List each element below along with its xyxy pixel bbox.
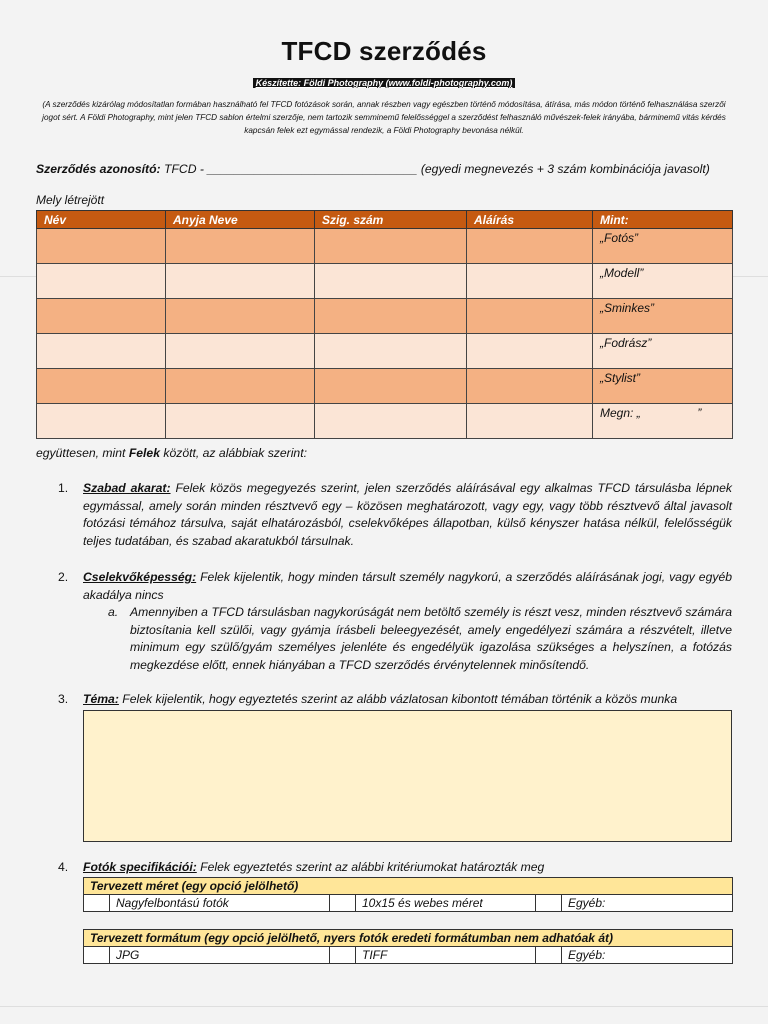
clause-number: 3.: [58, 692, 69, 706]
clause-number: 2.: [58, 570, 69, 584]
col-header-id-number: Szig. szám: [315, 211, 467, 229]
format-option-label: JPG: [110, 947, 330, 964]
theme-input-box[interactable]: [83, 710, 732, 842]
id-number-cell[interactable]: [315, 404, 467, 439]
format-table-header: Tervezett formátum (egy opció jelölhető, nyers fotók eredeti formátumban nem adhatóak át): [84, 930, 733, 947]
role-cell-other[interactable]: Megn: „ ”: [593, 404, 733, 439]
col-header-signature: Aláírás: [467, 211, 593, 229]
mother-name-cell[interactable]: [166, 264, 315, 299]
clause-label: Cselekvőképesség:: [83, 570, 197, 584]
mother-name-cell[interactable]: [166, 369, 315, 404]
size-table-header: Tervezett méret (egy opció jelölhető): [84, 878, 733, 895]
id-number-cell[interactable]: [315, 299, 467, 334]
parties-header-row: [37, 211, 733, 229]
clause-label: Szabad akarat:: [83, 481, 171, 495]
col-header-mother-name: Anyja Neve: [166, 211, 315, 229]
clause-theme: [58, 691, 732, 709]
clause-number: 1.: [58, 481, 69, 495]
author-line: [0, 73, 768, 91]
role-cell: „Sminkes”: [593, 299, 733, 334]
party-row: [37, 404, 733, 439]
mother-name-cell[interactable]: [166, 299, 315, 334]
clause-free-will: [58, 480, 732, 550]
format-option-checkbox[interactable]: [536, 947, 562, 964]
size-options-table: [83, 877, 733, 912]
together-text-end: között, az alábbiak szerint:: [159, 446, 307, 460]
mother-name-cell[interactable]: [166, 404, 315, 439]
name-cell[interactable]: [37, 299, 166, 334]
party-row: [37, 369, 733, 404]
together-line: [36, 446, 307, 460]
clause-text: Felek egyeztetés szerint az alábbi kritériumokat határozták meg: [200, 860, 545, 874]
subclause-text: Amennyiben a TFCD társulásban nagykorúságát nem betöltő személy is részt vesz, minden résztvevő számára biztosítania kell szülői, vagy gyámja írásbeli beleegyezését, amely engedélyezi számára a részvételt, illetve minimum egy szülő/gyám személyes jelenléte és engedélyük igazolása szükséges a helyszínen, a fotózás megkezdése előtt, ennek hiányában a TFCD szerződés érvénytelennek minősítendő.: [130, 605, 732, 672]
size-option-other[interactable]: Egyéb:: [562, 895, 733, 912]
format-options-table: [83, 929, 733, 964]
format-option-other[interactable]: Egyéb:: [562, 947, 733, 964]
clause-text: Felek kijelentik, hogy minden társult személy nagykorú, a szerződés aláírásának jogi, vagy egyéb akadálya nincs: [83, 570, 732, 602]
format-option-checkbox[interactable]: [84, 947, 110, 964]
subclause-minors: [108, 604, 732, 674]
signature-cell[interactable]: [467, 299, 593, 334]
signature-cell[interactable]: [467, 334, 593, 369]
id-number-cell[interactable]: [315, 229, 467, 264]
size-option-checkbox[interactable]: [536, 895, 562, 912]
name-cell[interactable]: [37, 334, 166, 369]
col-header-name: Név: [37, 211, 166, 229]
signature-cell[interactable]: [467, 229, 593, 264]
together-bold: Felek: [128, 446, 160, 460]
author-text: Készítette: Földi Photography (www.foldi-photography.com): [253, 78, 516, 88]
parties-table: [36, 210, 733, 439]
subclause-letter: a.: [108, 605, 119, 619]
size-option-label: Nagyfelbontású fotók: [110, 895, 330, 912]
name-cell[interactable]: [37, 229, 166, 264]
document-title: TFCD szerződés: [281, 36, 487, 66]
signature-cell[interactable]: [467, 264, 593, 299]
disclaimer: (A szerződés kizárólag módosítatlan formában használható fel TFCD fotózások során, annak részben vagy egészben történő módosítása, átírása, más módon történő felhasználása szerzői jogot sért. A Földi Photography, mint jelen TFCD sablon értelmi szerzője, nem tartozik semminemű felelősséggel a szerződést felhasználó művészek-felek irányába, bárminemű vitás kérdés kapcsán felek ezt egymással rendezik, a Földi Photography bevonása nélkül.: [42, 100, 726, 136]
mother-name-cell[interactable]: [166, 229, 315, 264]
contract-id-label: Szerződés azonosító:: [36, 162, 161, 176]
party-row: [37, 229, 733, 264]
name-cell[interactable]: [37, 404, 166, 439]
name-cell[interactable]: [37, 369, 166, 404]
id-number-cell[interactable]: [315, 264, 467, 299]
role-cell: „Fotós”: [593, 229, 733, 264]
page-rule: [0, 1006, 768, 1007]
size-option-checkbox[interactable]: [84, 895, 110, 912]
clause-label: Téma:: [83, 692, 119, 706]
together-text: együttesen, mint: [36, 446, 129, 460]
signature-cell[interactable]: [467, 404, 593, 439]
contract-id-line: [36, 162, 710, 176]
role-cell: „Stylist”: [593, 369, 733, 404]
clause-capacity: [58, 569, 732, 674]
id-number-cell[interactable]: [315, 334, 467, 369]
mother-name-cell[interactable]: [166, 334, 315, 369]
contract-id-note: (egyedi megnevezés + 3 szám kombinációja javasolt): [420, 162, 710, 176]
name-cell[interactable]: [37, 264, 166, 299]
format-option-checkbox[interactable]: [330, 947, 356, 964]
clause-photo-specs: [58, 859, 732, 877]
party-row: [37, 264, 733, 299]
formed-label: Mely létrejött: [36, 193, 105, 207]
party-row: [37, 299, 733, 334]
signature-cell[interactable]: [467, 369, 593, 404]
size-option-label: 10x15 és webes méret: [356, 895, 536, 912]
format-option-label: TIFF: [356, 947, 536, 964]
id-number-cell[interactable]: [315, 369, 467, 404]
col-header-role: Mint:: [593, 211, 733, 229]
contract-id-field[interactable]: TFCD - _______________________________: [164, 162, 418, 176]
clause-number: 4.: [58, 860, 69, 874]
role-cell: „Modell”: [593, 264, 733, 299]
clause-text: Felek kijelentik, hogy egyeztetés szerint az alább vázlatosan kibontott témában történik a közös munka: [122, 692, 678, 706]
clause-label: Fotók specifikációi:: [83, 860, 197, 874]
role-cell: „Fodrász”: [593, 334, 733, 369]
party-row: [37, 334, 733, 369]
size-option-checkbox[interactable]: [330, 895, 356, 912]
clause-text: Felek közös megegyezés szerint, jelen szerződés aláírásával egy alkalmas TFCD társulásba lépnek egymással, amely során minden résztvevő egy – közösen meghatározott, vagy egy, vagy több résztvevő által javasolt fotózási témához társulva, saját elhatározásból, cselekvőképes állapotban, külső kényszer hatása nélkül, felelősségük teljes tudatában, és szabad akaratukból társulnak.: [83, 481, 732, 548]
